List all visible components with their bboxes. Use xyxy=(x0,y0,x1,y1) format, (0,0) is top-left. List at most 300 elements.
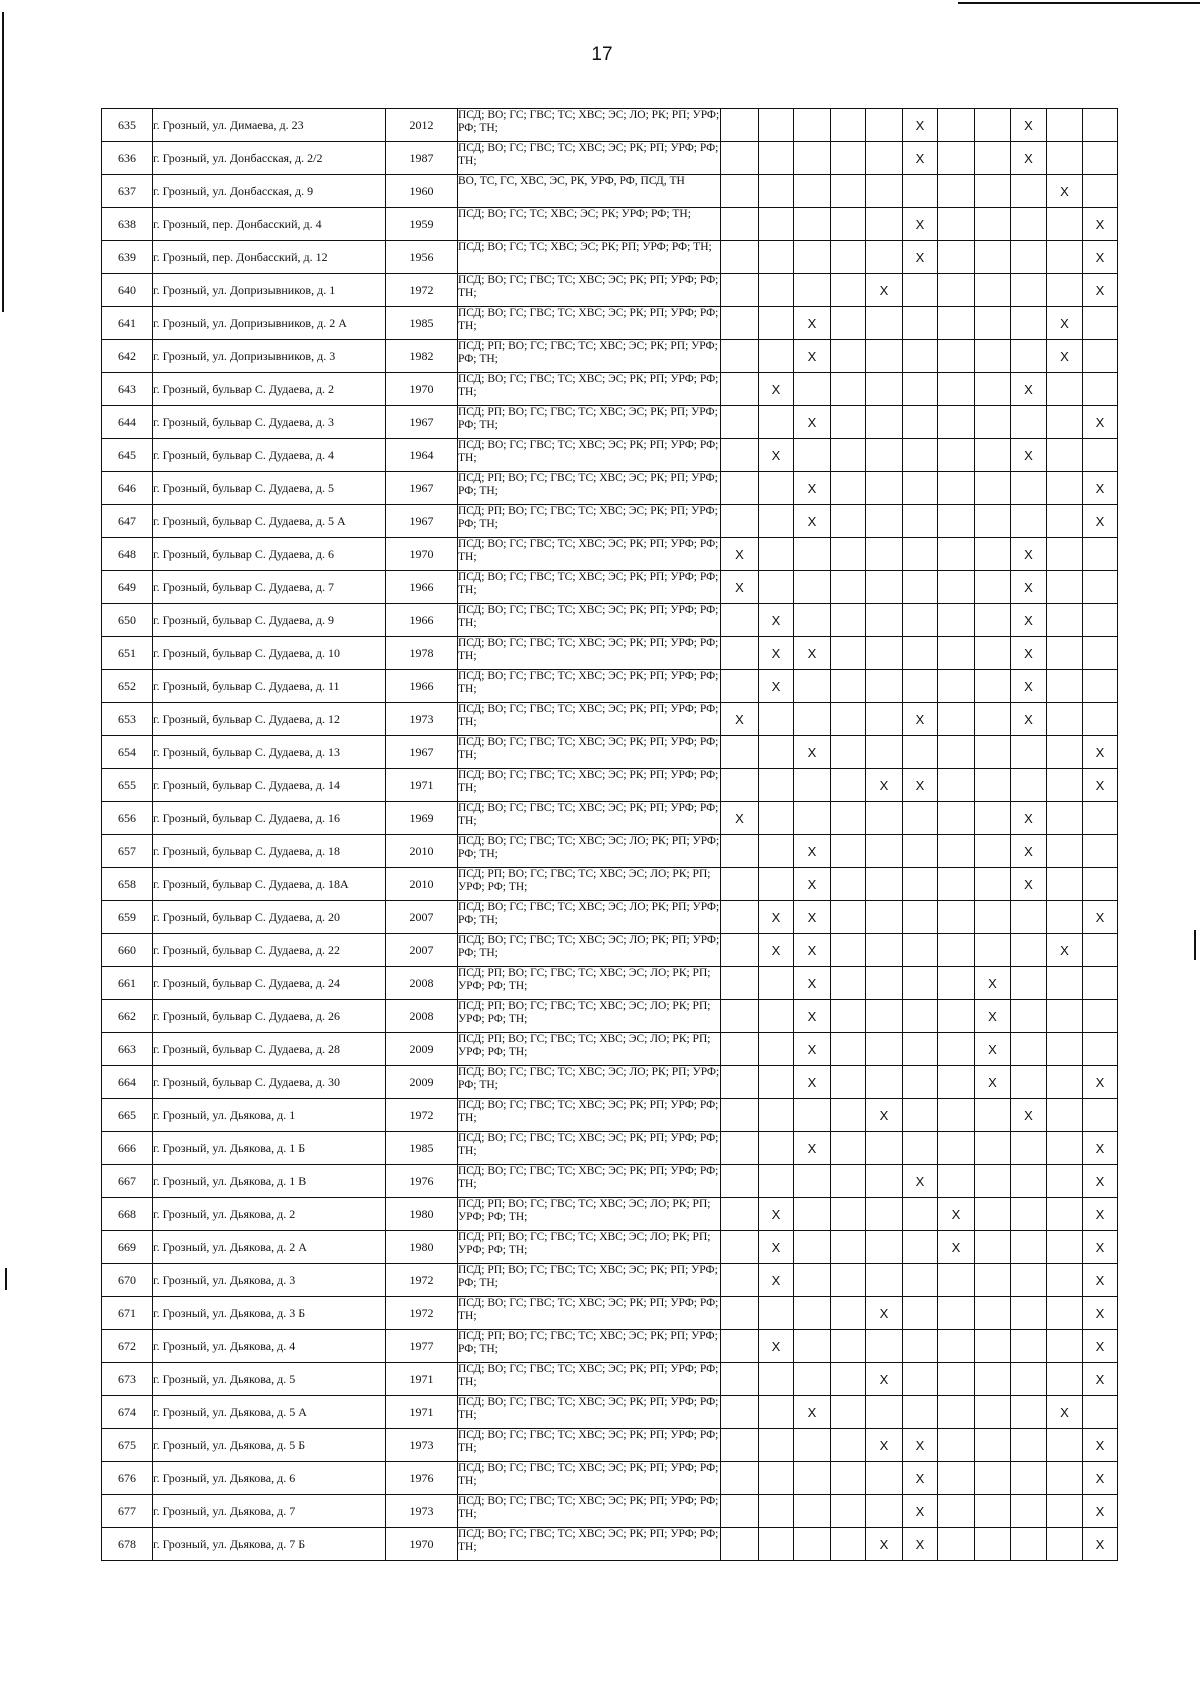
mark-cell xyxy=(831,307,866,340)
mark-cell xyxy=(721,109,759,142)
mark-cell xyxy=(938,1000,975,1033)
year-cell: 1969 xyxy=(386,802,458,835)
mark-cell xyxy=(1047,373,1083,406)
mark-cell: X xyxy=(1047,307,1083,340)
mark-cell xyxy=(721,1132,759,1165)
mark-cell xyxy=(938,538,975,571)
mark-cell xyxy=(1083,637,1118,670)
mark-cell xyxy=(1047,604,1083,637)
services-cell: ПСД; ВО; ГС; ГВС; ТС; ХВС; ЭС; РК; РП; УРФ; РФ; ТН; xyxy=(458,703,721,736)
mark-cell xyxy=(759,406,794,439)
mark-cell xyxy=(1011,208,1047,241)
mark-cell xyxy=(721,373,759,406)
mark-cell xyxy=(1011,340,1047,373)
mark-cell xyxy=(866,868,903,901)
services-cell: ПСД; ВО; ГС; ГВС; ТС; ХВС; ЭС; РК; РП; УРФ; РФ; ТН; xyxy=(458,307,721,340)
mark-cell xyxy=(903,1066,938,1099)
mark-cell xyxy=(1011,1198,1047,1231)
mark-cell xyxy=(759,769,794,802)
mark-cell xyxy=(831,1033,866,1066)
address-cell: г. Грозный, ул. Допризывников, д. 1 xyxy=(153,274,386,307)
mark-cell xyxy=(721,1297,759,1330)
mark-cell xyxy=(975,1363,1011,1396)
mark-cell xyxy=(903,1000,938,1033)
mark-cell: X xyxy=(759,604,794,637)
mark-cell: X xyxy=(903,241,938,274)
mark-cell xyxy=(1047,1495,1083,1528)
mark-cell xyxy=(831,604,866,637)
mark-cell xyxy=(903,472,938,505)
mark-cell xyxy=(938,802,975,835)
mark-cell xyxy=(938,1264,975,1297)
mark-cell xyxy=(866,1132,903,1165)
mark-cell xyxy=(1047,967,1083,1000)
mark-cell xyxy=(831,802,866,835)
services-cell: ПСД; ВО; ГС; ГВС; ТС; ХВС; ЭС; РК; РП; УРФ; РФ; ТН; xyxy=(458,274,721,307)
year-cell: 1967 xyxy=(386,472,458,505)
mark-cell xyxy=(1011,1429,1047,1462)
address-cell: г. Грозный, бульвар С. Дудаева, д. 13 xyxy=(153,736,386,769)
mark-cell xyxy=(759,142,794,175)
services-cell: ПСД; ВО; ГС; ГВС; ТС; ХВС; ЭС; ЛО; РК; РП; УРФ; РФ; ТН; xyxy=(458,109,721,142)
services-cell: ПСД; ВО; ГС; ГВС; ТС; ХВС; ЭС; РК; РП; УРФ; РФ; ТН; xyxy=(458,736,721,769)
services-cell: ПСД; ВО; ГС; ГВС; ТС; ХВС; ЭС; РК; РП; УРФ; РФ; ТН; xyxy=(458,1132,721,1165)
services-cell: ПСД; РП; ВО; ГС; ГВС; ТС; ХВС; ЭС; РК; РП; УРФ; РФ; ТН; xyxy=(458,472,721,505)
mark-cell xyxy=(721,835,759,868)
mark-cell: X xyxy=(794,307,831,340)
mark-cell xyxy=(938,835,975,868)
services-cell: ВО, ТС, ГС, ХВС, ЭС, РК, УРФ, РФ, ПСД, ТН xyxy=(458,175,721,208)
mark-cell: X xyxy=(1083,208,1118,241)
mark-cell xyxy=(866,967,903,1000)
mark-cell xyxy=(866,670,903,703)
row-number-cell: 642 xyxy=(102,340,153,373)
mark-cell: X xyxy=(1011,538,1047,571)
mark-cell xyxy=(831,1297,866,1330)
mark-cell xyxy=(721,439,759,472)
mark-cell xyxy=(975,1165,1011,1198)
mark-cell xyxy=(1047,274,1083,307)
mark-cell xyxy=(866,604,903,637)
address-cell: г. Грозный, бульвар С. Дудаева, д. 16 xyxy=(153,802,386,835)
mark-cell: X xyxy=(759,901,794,934)
mark-cell: X xyxy=(903,142,938,175)
mark-cell xyxy=(831,736,866,769)
mark-cell xyxy=(938,604,975,637)
year-cell: 1966 xyxy=(386,670,458,703)
mark-cell xyxy=(1047,406,1083,439)
mark-cell xyxy=(1047,505,1083,538)
mark-cell: X xyxy=(938,1198,975,1231)
mark-cell xyxy=(1011,934,1047,967)
address-cell: г. Грозный, ул. Дьякова, д. 7 xyxy=(153,1495,386,1528)
mark-cell xyxy=(721,1462,759,1495)
row-number-cell: 650 xyxy=(102,604,153,637)
mark-cell xyxy=(866,1330,903,1363)
table-row xyxy=(102,1099,1118,1132)
mark-cell xyxy=(938,241,975,274)
mark-cell xyxy=(903,1330,938,1363)
mark-cell: X xyxy=(866,1528,903,1561)
mark-cell xyxy=(975,1528,1011,1561)
mark-cell xyxy=(1047,241,1083,274)
mark-cell xyxy=(759,505,794,538)
mark-cell xyxy=(975,1231,1011,1264)
row-number-cell: 673 xyxy=(102,1363,153,1396)
mark-cell xyxy=(938,307,975,340)
services-cell: ПСД; ВО; ГС; ГВС; ТС; ХВС; ЭС; РК; РП; УРФ; РФ; ТН; xyxy=(458,1363,721,1396)
mark-cell xyxy=(938,1462,975,1495)
mark-cell xyxy=(831,439,866,472)
mark-cell: X xyxy=(1011,868,1047,901)
mark-cell xyxy=(759,1099,794,1132)
mark-cell: X xyxy=(903,703,938,736)
mark-cell xyxy=(938,637,975,670)
address-cell: г. Грозный, бульвар С. Дудаева, д. 12 xyxy=(153,703,386,736)
mark-cell: X xyxy=(721,571,759,604)
address-cell: г. Грозный, пер. Донбасский, д. 4 xyxy=(153,208,386,241)
mark-cell xyxy=(975,439,1011,472)
table-row xyxy=(102,1330,1118,1363)
mark-cell xyxy=(938,868,975,901)
mark-cell xyxy=(759,241,794,274)
mark-cell xyxy=(866,1495,903,1528)
scan-edge-top xyxy=(958,2,1200,4)
mark-cell xyxy=(831,142,866,175)
mark-cell xyxy=(866,835,903,868)
mark-cell: X xyxy=(1083,1330,1118,1363)
year-cell: 1982 xyxy=(386,340,458,373)
services-cell: ПСД; ВО; ГС; ГВС; ТС; ХВС; ЭС; РК; РП; УРФ; РФ; ТН; xyxy=(458,1528,721,1561)
services-cell: ПСД; ВО; ГС; ГВС; ТС; ХВС; ЭС; РК; РП; УРФ; РФ; ТН; xyxy=(458,769,721,802)
address-cell: г. Грозный, ул. Допризывников, д. 2 А xyxy=(153,307,386,340)
mark-cell xyxy=(721,769,759,802)
mark-cell: X xyxy=(794,406,831,439)
mark-cell: X xyxy=(938,1231,975,1264)
mark-cell xyxy=(831,1000,866,1033)
table-row xyxy=(102,274,1118,307)
mark-cell: X xyxy=(794,934,831,967)
mark-cell xyxy=(794,604,831,637)
mark-cell xyxy=(831,472,866,505)
mark-cell xyxy=(794,1099,831,1132)
services-cell: ПСД; РП; ВО; ГС; ГВС; ТС; ХВС; ЭС; ЛО; РК; РП; УРФ; РФ; ТН; xyxy=(458,868,721,901)
mark-cell xyxy=(975,802,1011,835)
mark-cell xyxy=(831,1198,866,1231)
services-cell: ПСД; ВО; ГС; ГВС; ТС; ХВС; ЭС; РК; РП; УРФ; РФ; ТН; xyxy=(458,1429,721,1462)
mark-cell xyxy=(1011,967,1047,1000)
mark-cell xyxy=(1047,868,1083,901)
mark-cell: X xyxy=(903,1429,938,1462)
mark-cell xyxy=(831,406,866,439)
address-cell: г. Грозный, ул. Дьякова, д. 5 Б xyxy=(153,1429,386,1462)
mark-cell xyxy=(938,901,975,934)
services-cell: ПСД; РП; ВО; ГС; ГВС; ТС; ХВС; ЭС; РК; РП; УРФ; РФ; ТН; xyxy=(458,1264,721,1297)
mark-cell xyxy=(831,1165,866,1198)
mark-cell: X xyxy=(866,274,903,307)
table-row xyxy=(102,142,1118,175)
services-cell: ПСД; ВО; ГС; ГВС; ТС; ХВС; ЭС; РК; РП; УРФ; РФ; ТН; xyxy=(458,142,721,175)
mark-cell xyxy=(831,637,866,670)
year-cell: 2009 xyxy=(386,1033,458,1066)
mark-cell xyxy=(831,340,866,373)
year-cell: 1978 xyxy=(386,637,458,670)
mark-cell xyxy=(866,241,903,274)
mark-cell xyxy=(831,241,866,274)
address-cell: г. Грозный, бульвар С. Дудаева, д. 5 xyxy=(153,472,386,505)
mark-cell: X xyxy=(794,1066,831,1099)
address-cell: г. Грозный, бульвар С. Дудаева, д. 28 xyxy=(153,1033,386,1066)
address-cell: г. Грозный, ул. Дьякова, д. 6 xyxy=(153,1462,386,1495)
mark-cell xyxy=(938,208,975,241)
mark-cell xyxy=(903,538,938,571)
address-cell: г. Грозный, пер. Донбасский, д. 12 xyxy=(153,241,386,274)
year-cell: 1976 xyxy=(386,1462,458,1495)
address-cell: г. Грозный, бульвар С. Дудаева, д. 20 xyxy=(153,901,386,934)
year-cell: 1980 xyxy=(386,1198,458,1231)
mark-cell xyxy=(794,175,831,208)
row-number-cell: 675 xyxy=(102,1429,153,1462)
mark-cell xyxy=(866,934,903,967)
mark-cell xyxy=(938,1066,975,1099)
mark-cell xyxy=(831,1132,866,1165)
mark-cell xyxy=(975,208,1011,241)
mark-cell xyxy=(1011,1297,1047,1330)
mark-cell: X xyxy=(794,1396,831,1429)
mark-cell xyxy=(938,472,975,505)
services-cell: ПСД; РП; ВО; ГС; ГВС; ТС; ХВС; ЭС; ЛО; РК; РП; УРФ; РФ; ТН; xyxy=(458,1231,721,1264)
mark-cell xyxy=(1047,538,1083,571)
mark-cell xyxy=(866,109,903,142)
mark-cell: X xyxy=(1083,1528,1118,1561)
table-row xyxy=(102,1000,1118,1033)
mark-cell: X xyxy=(794,736,831,769)
mark-cell xyxy=(938,1396,975,1429)
row-number-cell: 655 xyxy=(102,769,153,802)
mark-cell: X xyxy=(1083,1231,1118,1264)
mark-cell xyxy=(721,1033,759,1066)
address-cell: г. Грозный, бульвар С. Дудаева, д. 11 xyxy=(153,670,386,703)
table-row xyxy=(102,1429,1118,1462)
mark-cell xyxy=(975,241,1011,274)
table-row xyxy=(102,571,1118,604)
year-cell: 2010 xyxy=(386,835,458,868)
row-number-cell: 641 xyxy=(102,307,153,340)
mark-cell xyxy=(1011,307,1047,340)
mark-cell xyxy=(866,802,903,835)
table-row xyxy=(102,802,1118,835)
mark-cell: X xyxy=(1083,1264,1118,1297)
table-row xyxy=(102,934,1118,967)
services-cell: ПСД; ВО; ГС; ТС; ХВС; ЭС; РК; УРФ; РФ; ТН; xyxy=(458,208,721,241)
table-row xyxy=(102,703,1118,736)
mark-cell xyxy=(938,1165,975,1198)
mark-cell xyxy=(1011,1231,1047,1264)
address-cell: г. Грозный, ул. Дьякова, д. 5 xyxy=(153,1363,386,1396)
mark-cell xyxy=(903,175,938,208)
mark-cell: X xyxy=(721,802,759,835)
mark-cell xyxy=(903,1132,938,1165)
mark-cell xyxy=(1083,142,1118,175)
mark-cell xyxy=(759,1429,794,1462)
row-number-cell: 645 xyxy=(102,439,153,472)
mark-cell xyxy=(975,307,1011,340)
mark-cell xyxy=(1047,1000,1083,1033)
mark-cell xyxy=(1083,1396,1118,1429)
mark-cell xyxy=(903,637,938,670)
mark-cell xyxy=(938,1033,975,1066)
mark-cell xyxy=(975,571,1011,604)
table-row xyxy=(102,604,1118,637)
mark-cell xyxy=(831,769,866,802)
mark-cell xyxy=(866,373,903,406)
services-cell: ПСД; ВО; ГС; ГВС; ТС; ХВС; ЭС; РК; РП; УРФ; РФ; ТН; xyxy=(458,1495,721,1528)
mark-cell xyxy=(721,241,759,274)
table-row xyxy=(102,1066,1118,1099)
mark-cell: X xyxy=(1083,1363,1118,1396)
mark-cell xyxy=(975,703,1011,736)
mark-cell xyxy=(721,208,759,241)
mark-cell xyxy=(975,109,1011,142)
mark-cell xyxy=(903,1264,938,1297)
mark-cell xyxy=(975,1396,1011,1429)
mark-cell xyxy=(938,571,975,604)
mark-cell: X xyxy=(903,1528,938,1561)
services-cell: ПСД; ВО; ГС; ГВС; ТС; ХВС; ЭС; РК; РП; УРФ; РФ; ТН; xyxy=(458,1099,721,1132)
mark-cell xyxy=(866,538,903,571)
mark-cell xyxy=(721,1000,759,1033)
mark-cell xyxy=(975,868,1011,901)
mark-cell xyxy=(1011,1033,1047,1066)
mark-cell xyxy=(866,142,903,175)
mark-cell xyxy=(1047,1264,1083,1297)
mark-cell xyxy=(831,538,866,571)
mark-cell xyxy=(794,571,831,604)
mark-cell xyxy=(831,175,866,208)
row-number-cell: 666 xyxy=(102,1132,153,1165)
mark-cell: X xyxy=(759,1198,794,1231)
mark-cell xyxy=(903,967,938,1000)
mark-cell xyxy=(1047,1297,1083,1330)
mark-cell xyxy=(1011,1462,1047,1495)
mark-cell xyxy=(759,1396,794,1429)
address-cell: г. Грозный, бульвар С. Дудаева, д. 6 xyxy=(153,538,386,571)
mark-cell xyxy=(831,901,866,934)
mark-cell xyxy=(831,1528,866,1561)
services-cell: ПСД; ВО; ГС; ГВС; ТС; ХВС; ЭС; РК; РП; УРФ; РФ; ТН; xyxy=(458,1297,721,1330)
mark-cell xyxy=(1047,802,1083,835)
mark-cell: X xyxy=(1083,1462,1118,1495)
table-body xyxy=(102,109,1118,1561)
mark-cell xyxy=(759,868,794,901)
table-row xyxy=(102,439,1118,472)
mark-cell xyxy=(759,967,794,1000)
address-cell: г. Грозный, бульвар С. Дудаева, д. 26 xyxy=(153,1000,386,1033)
mark-cell xyxy=(831,373,866,406)
row-number-cell: 671 xyxy=(102,1297,153,1330)
mark-cell: X xyxy=(975,1066,1011,1099)
address-cell: г. Грозный, бульвар С. Дудаева, д. 30 xyxy=(153,1066,386,1099)
row-number-cell: 667 xyxy=(102,1165,153,1198)
mark-cell xyxy=(759,538,794,571)
mark-cell xyxy=(975,1330,1011,1363)
address-cell: г. Грозный, бульвар С. Дудаева, д. 10 xyxy=(153,637,386,670)
mark-cell: X xyxy=(1083,769,1118,802)
mark-cell xyxy=(866,208,903,241)
mark-cell: X xyxy=(794,1000,831,1033)
mark-cell xyxy=(938,1363,975,1396)
mark-cell xyxy=(721,1231,759,1264)
mark-cell xyxy=(975,1462,1011,1495)
mark-cell: X xyxy=(1047,934,1083,967)
mark-cell xyxy=(759,340,794,373)
row-number-cell: 676 xyxy=(102,1462,153,1495)
year-cell: 1967 xyxy=(386,736,458,769)
mark-cell xyxy=(938,967,975,1000)
mark-cell xyxy=(903,604,938,637)
services-cell: ПСД; ВО; ГС; ГВС; ТС; ХВС; ЭС; РК; РП; УРФ; РФ; ТН; xyxy=(458,439,721,472)
services-cell: ПСД; ВО; ГС; ГВС; ТС; ХВС; ЭС; РК; РП; УРФ; РФ; ТН; xyxy=(458,1396,721,1429)
mark-cell: X xyxy=(1083,1132,1118,1165)
mark-cell xyxy=(866,1198,903,1231)
mark-cell xyxy=(831,505,866,538)
mark-cell: X xyxy=(759,1231,794,1264)
row-number-cell: 664 xyxy=(102,1066,153,1099)
mark-cell: X xyxy=(903,1462,938,1495)
address-cell: г. Грозный, ул. Дьякова, д. 3 Б xyxy=(153,1297,386,1330)
year-cell: 2007 xyxy=(386,901,458,934)
table-row xyxy=(102,1231,1118,1264)
mark-cell xyxy=(794,1363,831,1396)
mark-cell xyxy=(1083,373,1118,406)
year-cell: 1972 xyxy=(386,1099,458,1132)
mark-cell xyxy=(975,340,1011,373)
mark-cell xyxy=(831,1066,866,1099)
table-row xyxy=(102,901,1118,934)
mark-cell xyxy=(794,1165,831,1198)
mark-cell xyxy=(794,1264,831,1297)
mark-cell xyxy=(1047,142,1083,175)
mark-cell xyxy=(721,142,759,175)
table-row xyxy=(102,1198,1118,1231)
mark-cell xyxy=(1047,835,1083,868)
mark-cell: X xyxy=(1011,670,1047,703)
table-row xyxy=(102,1396,1118,1429)
mark-cell xyxy=(831,1363,866,1396)
mark-cell: X xyxy=(1011,835,1047,868)
mark-cell: X xyxy=(794,340,831,373)
mark-cell xyxy=(721,1198,759,1231)
mark-cell xyxy=(903,1231,938,1264)
mark-cell xyxy=(938,703,975,736)
mark-cell xyxy=(938,274,975,307)
row-number-cell: 661 xyxy=(102,967,153,1000)
address-cell: г. Грозный, бульвар С. Дудаева, д. 18А xyxy=(153,868,386,901)
mark-cell: X xyxy=(1083,274,1118,307)
row-number-cell: 643 xyxy=(102,373,153,406)
mark-cell xyxy=(831,703,866,736)
table-row xyxy=(102,967,1118,1000)
services-cell: ПСД; ВО; ГС; ТС; ХВС; ЭС; РК; РП; УРФ; РФ; ТН; xyxy=(458,241,721,274)
mark-cell xyxy=(975,637,1011,670)
address-cell: г. Грозный, бульвар С. Дудаева, д. 5 А xyxy=(153,505,386,538)
mark-cell: X xyxy=(721,703,759,736)
mark-cell xyxy=(721,1363,759,1396)
mark-cell xyxy=(975,934,1011,967)
mark-cell: X xyxy=(1011,571,1047,604)
mark-cell xyxy=(759,175,794,208)
mark-cell xyxy=(1083,307,1118,340)
